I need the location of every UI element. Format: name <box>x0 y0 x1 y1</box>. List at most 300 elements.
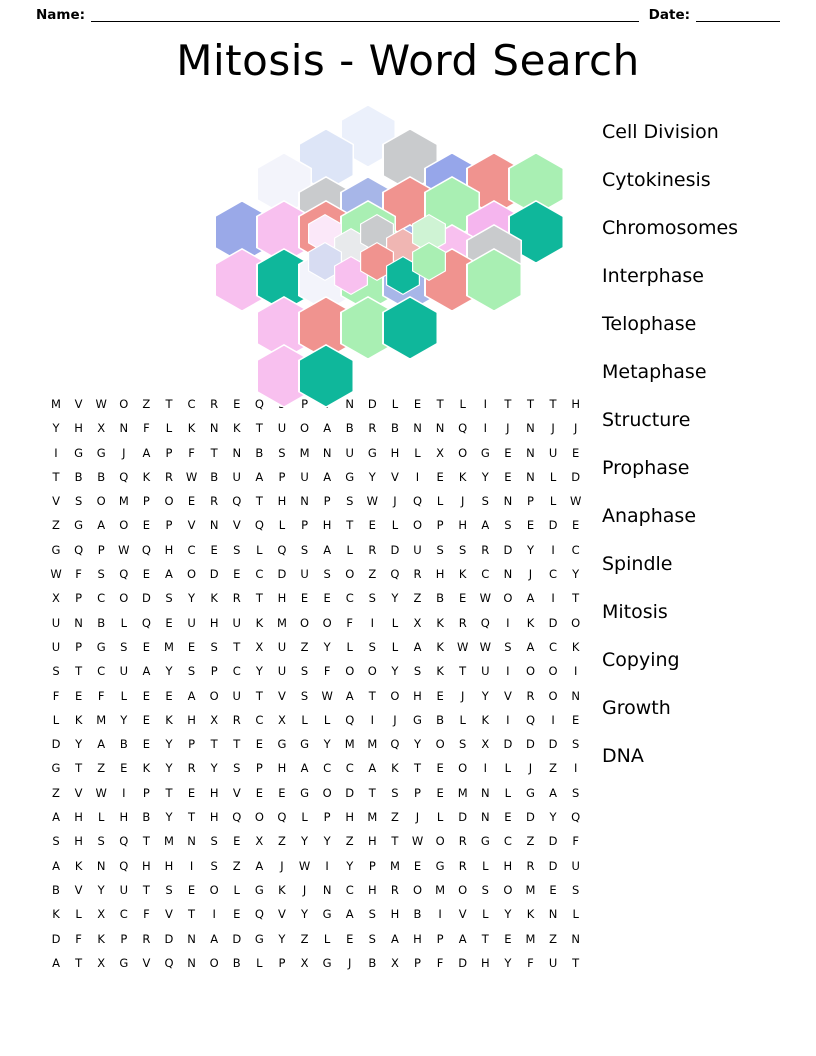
grid-letter: C <box>255 712 264 727</box>
grid-letter: J <box>393 712 397 727</box>
word-list-item: Spindle <box>602 553 673 575</box>
grid-letter: K <box>232 421 241 436</box>
grid-letter: S <box>368 931 376 946</box>
grid-letter: N <box>232 445 242 460</box>
grid-letter: H <box>367 882 377 897</box>
grid-letter: O <box>322 615 332 630</box>
grid-letter: V <box>187 518 196 533</box>
grid-letter: T <box>572 955 580 970</box>
grid-letter: K <box>165 712 173 727</box>
grid-letter: Y <box>165 737 173 752</box>
grid-letter: B <box>232 955 241 970</box>
grid-letter: U <box>232 615 241 630</box>
grid-letter: F <box>323 664 331 679</box>
grid-letter: E <box>255 785 263 800</box>
grid-letter: X <box>255 639 264 654</box>
grid-letter: V <box>74 397 83 411</box>
grid-letter: E <box>142 639 151 654</box>
grid-letter: V <box>142 955 151 970</box>
grid-row <box>48 829 584 853</box>
grid-letter: R <box>210 494 219 509</box>
grid-letter: I <box>573 761 578 776</box>
grid-letter: B <box>97 615 106 630</box>
grid-letter: Q <box>254 907 264 922</box>
hexagon-fill <box>300 346 353 407</box>
grid-letter: A <box>52 955 60 970</box>
grid-letter: E <box>572 445 580 460</box>
grid-letter: K <box>74 712 83 727</box>
grid-letter: A <box>210 931 219 946</box>
grid-letter: A <box>323 542 332 557</box>
grid-letter: G <box>277 737 287 752</box>
grid-letter: C <box>503 834 512 849</box>
grid-letter: A <box>97 518 106 533</box>
grid-letter: L <box>120 688 127 703</box>
grid-letter: P <box>75 591 83 606</box>
grid-letter: O <box>548 688 558 703</box>
grid-letter: I <box>506 615 510 630</box>
grid-letter: R <box>232 712 241 727</box>
grid-letter: T <box>188 810 196 825</box>
grid-letter: J <box>348 955 352 970</box>
grid-letter: P <box>414 785 421 800</box>
grid-letter: Y <box>52 421 60 436</box>
grid-letter: S <box>459 542 467 557</box>
grid-letter: S <box>300 542 309 557</box>
grid-letter: O <box>164 494 174 509</box>
grid-letter: H <box>74 834 83 849</box>
grid-letter: I <box>370 712 375 727</box>
grid-letter: A <box>52 810 60 825</box>
grid-letter: C <box>345 882 354 897</box>
grid-letter: E <box>165 688 173 703</box>
grid-letter: O <box>300 615 310 630</box>
grid-letter: Y <box>255 664 263 679</box>
grid-letter: G <box>254 931 264 946</box>
grid-letter: R <box>413 567 422 582</box>
grid-letter: B <box>255 445 264 460</box>
grid-letter: E <box>572 518 580 533</box>
grid-letter: H <box>74 421 83 436</box>
grid-letter: T <box>346 518 354 533</box>
grid-letter: L <box>572 907 579 922</box>
grid-letter: R <box>526 688 535 703</box>
grid-letter: T <box>75 761 83 776</box>
grid-letter: A <box>300 761 309 776</box>
grid-letter: C <box>571 542 580 557</box>
grid-letter: Q <box>390 737 400 752</box>
grid-row <box>48 586 584 610</box>
grid-letter: J <box>528 761 533 776</box>
grid-letter: F <box>75 567 82 582</box>
grid-letter: U <box>119 882 128 897</box>
grid-letter: N <box>503 494 513 509</box>
grid-letter: H <box>435 567 445 582</box>
worksheet-header <box>0 0 816 30</box>
grid-letter: E <box>504 469 512 484</box>
grid-letter: P <box>165 518 173 533</box>
grid-letter: P <box>142 494 150 509</box>
grid-letter: F <box>572 834 579 849</box>
grid-letter: T <box>549 397 557 411</box>
grid-letter: K <box>97 931 105 946</box>
grid-letter: X <box>277 712 286 727</box>
grid-letter: S <box>504 518 512 533</box>
grid-letter: W <box>185 469 198 484</box>
grid-letter: B <box>210 469 219 484</box>
grid-letter: Q <box>277 810 287 825</box>
grid-letter: A <box>549 785 557 800</box>
grid-letter: Y <box>301 834 309 849</box>
grid-letter: Q <box>74 542 84 557</box>
grid-row <box>48 781 584 805</box>
grid-letter: W <box>569 494 582 509</box>
grid-letter: G <box>74 518 84 533</box>
grid-letter: D <box>141 591 151 606</box>
grid-letter: H <box>367 834 377 849</box>
grid-letter: E <box>142 688 151 703</box>
grid-letter: E <box>233 567 241 582</box>
grid-letter: O <box>300 421 310 436</box>
grid-letter: O <box>412 882 423 897</box>
grid-letter: I <box>506 712 510 727</box>
grid-letter: K <box>142 761 151 776</box>
grid-letter: I <box>415 469 420 484</box>
grid-letter: A <box>142 445 151 460</box>
grid-letter: E <box>142 518 151 533</box>
grid-letter: L <box>301 712 308 727</box>
grid-letter: P <box>210 664 218 679</box>
grid-letter: L <box>459 712 466 727</box>
grid-letter: P <box>436 518 444 533</box>
grid-letter: U <box>277 421 287 436</box>
grid-letter: Y <box>526 542 534 557</box>
grid-letter: F <box>188 445 195 460</box>
grid-letter: R <box>164 469 173 484</box>
grid-letter: H <box>164 858 174 873</box>
grid-row <box>48 465 584 489</box>
grid-letter: N <box>300 494 309 509</box>
grid-letter: D <box>51 931 61 946</box>
grid-letter: K <box>458 567 467 582</box>
grid-letter: K <box>187 421 196 436</box>
grid-letter: Q <box>119 858 129 873</box>
grid-letter: E <box>436 688 444 703</box>
grid-letter: P <box>278 469 286 484</box>
grid-letter: F <box>52 688 60 703</box>
grid-letter: H <box>119 810 129 825</box>
grid-letter: D <box>164 931 174 946</box>
grid-letter: U <box>300 567 309 582</box>
grid-letter: U <box>277 664 287 679</box>
grid-letter: G <box>345 469 355 484</box>
grid-letter: R <box>526 858 535 873</box>
grid-letter: R <box>458 858 467 873</box>
grid-letter: Y <box>549 810 557 825</box>
grid-letter: T <box>572 591 580 606</box>
grid-letter: H <box>277 494 287 509</box>
grid-letter: V <box>390 469 399 484</box>
grid-letter: E <box>142 737 151 752</box>
grid-letter: E <box>142 712 151 727</box>
grid-letter: I <box>483 421 487 436</box>
grid-letter: X <box>390 955 399 970</box>
grid-row <box>48 708 584 732</box>
grid-letter: H <box>209 810 219 825</box>
grid-letter: Y <box>97 882 105 897</box>
grid-letter: K <box>52 907 60 922</box>
grid-letter: A <box>255 858 264 873</box>
grid-row <box>48 562 584 586</box>
grid-letter: T <box>413 761 422 776</box>
grid-letter: L <box>504 785 512 800</box>
grid-letter: P <box>165 445 173 460</box>
grid-letter: P <box>414 955 421 970</box>
grid-letter: S <box>210 639 218 654</box>
grid-letter: O <box>435 834 445 849</box>
grid-letter: H <box>345 810 355 825</box>
grid-letter: J <box>460 494 465 509</box>
grid-letter: Y <box>391 591 399 606</box>
grid-letter: X <box>97 421 106 436</box>
grid-row <box>48 659 584 683</box>
grid-letter: U <box>345 445 354 460</box>
grid-letter: D <box>548 518 558 533</box>
grid-letter: L <box>233 882 240 897</box>
grid-letter: K <box>526 907 535 922</box>
grid-letter: H <box>187 712 196 727</box>
grid-letter: R <box>368 421 377 436</box>
grid-letter: H <box>209 785 219 800</box>
grid-letter: P <box>323 810 331 825</box>
grid-letter: N <box>345 397 355 411</box>
word-list-item: Cell Division <box>602 121 719 143</box>
grid-letter: T <box>210 737 218 752</box>
grid-letter: T <box>233 639 241 654</box>
grid-letter: T <box>481 931 489 946</box>
grid-letter: M <box>389 858 400 873</box>
grid-row <box>48 756 584 780</box>
grid-letter: H <box>142 858 151 873</box>
grid-letter: U <box>481 664 490 679</box>
grid-letter: P <box>301 397 308 411</box>
grid-letter: A <box>323 469 332 484</box>
grid-letter: S <box>120 639 128 654</box>
date-label: Date: <box>648 7 690 23</box>
word-list-item: Telophase <box>602 313 697 335</box>
grid-letter: N <box>435 421 445 436</box>
grid-letter: G <box>322 907 332 922</box>
grid-letter: E <box>323 591 331 606</box>
grid-letter: T <box>142 834 150 849</box>
grid-letter: Y <box>188 591 196 606</box>
grid-letter: L <box>459 397 466 411</box>
grid-letter: J <box>528 567 533 582</box>
grid-letter: A <box>165 567 173 582</box>
grid-letter: O <box>503 882 513 897</box>
grid-letter: X <box>300 955 309 970</box>
grid-letter: H <box>322 518 332 533</box>
grid-letter: D <box>571 469 581 484</box>
grid-row <box>48 951 584 975</box>
grid-letter: C <box>481 567 490 582</box>
grid-letter: S <box>278 445 286 460</box>
grid-letter: L <box>391 518 399 533</box>
grid-letter: N <box>480 785 490 800</box>
grid-letter: U <box>232 469 241 484</box>
grid-letter: N <box>209 518 219 533</box>
grid-letter: N <box>322 882 332 897</box>
grid-letter: E <box>187 882 196 897</box>
grid-letter: S <box>413 664 422 679</box>
grid-letter: H <box>390 907 400 922</box>
grid-letter: M <box>525 882 536 897</box>
grid-letter: U <box>232 688 241 703</box>
grid-letter: S <box>572 785 580 800</box>
grid-letter: R <box>481 542 490 557</box>
grid-letter: Z <box>52 785 60 800</box>
grid-row <box>48 416 584 440</box>
grid-letter: H <box>413 931 422 946</box>
grid-letter: Z <box>300 639 309 654</box>
grid-letter: U <box>187 615 196 630</box>
grid-letter: J <box>573 421 578 436</box>
grid-letter: Y <box>504 955 512 970</box>
grid-letter: N <box>480 810 490 825</box>
grid-letter: Y <box>481 688 489 703</box>
grid-letter: X <box>97 907 106 922</box>
grid-row <box>48 927 584 951</box>
grid-letter: D <box>51 737 61 752</box>
grid-letter: Y <box>165 761 173 776</box>
word-list <box>602 108 802 780</box>
grid-letter: I <box>212 907 216 922</box>
grid-letter: A <box>142 664 151 679</box>
grid-letter: U <box>571 858 580 873</box>
grid-letter: A <box>526 591 535 606</box>
grid-letter: V <box>165 907 173 922</box>
word-list-item: DNA <box>602 745 644 767</box>
grid-letter: Y <box>323 639 331 654</box>
grid-letter: M <box>276 615 287 630</box>
grid-letter: T <box>165 785 173 800</box>
grid-letter: E <box>233 397 241 411</box>
word-list-item: Anaphase <box>602 505 697 527</box>
grid-letter: A <box>255 469 264 484</box>
grid-letter: I <box>573 664 578 679</box>
grid-letter: Q <box>164 955 174 970</box>
grid-letter: V <box>458 907 467 922</box>
grid-letter: L <box>549 494 557 509</box>
grid-letter: I <box>506 664 510 679</box>
grid-letter: Z <box>52 518 60 533</box>
grid-letter: H <box>503 858 513 873</box>
grid-letter: N <box>96 858 106 873</box>
grid-letter: Q <box>141 615 151 630</box>
grid-letter: V <box>52 494 60 509</box>
grid-letter: Y <box>120 712 128 727</box>
grid-letter: Y <box>572 567 580 582</box>
grid-letter: A <box>97 737 106 752</box>
grid-letter: H <box>164 542 174 557</box>
word-list-item: Copying <box>602 649 680 671</box>
grid-letter: O <box>187 567 197 582</box>
grid-letter: P <box>436 931 444 946</box>
grid-letter: E <box>165 615 173 630</box>
grid-letter: B <box>52 882 60 897</box>
grid-letter: S <box>74 494 83 509</box>
grid-letter: E <box>187 494 196 509</box>
word-search-grid <box>48 392 584 975</box>
grid-letter: T <box>165 397 173 411</box>
grid-letter: U <box>51 615 61 630</box>
grid-letter: K <box>526 615 535 630</box>
grid-letter: E <box>504 445 512 460</box>
grid-letter: O <box>367 664 377 679</box>
grid-letter: O <box>209 882 219 897</box>
grid-letter: R <box>368 542 377 557</box>
grid-letter: E <box>187 785 196 800</box>
word-list-item: Mitosis <box>602 601 668 623</box>
grid-letter: Y <box>75 737 83 752</box>
grid-letter: E <box>504 810 512 825</box>
grid-letter: V <box>232 518 241 533</box>
grid-letter: G <box>300 785 309 800</box>
grid-letter: O <box>119 518 129 533</box>
grid-letter: S <box>210 858 218 873</box>
hexagon-cluster-illustration <box>118 104 538 394</box>
grid-letter: W <box>95 785 107 800</box>
grid-letter: C <box>323 761 332 776</box>
grid-letter: Q <box>525 712 535 727</box>
grid-letter: Q <box>232 494 242 509</box>
grid-letter: O <box>458 761 468 776</box>
grid-letter: U <box>300 469 309 484</box>
grid-letter: N <box>119 421 129 436</box>
grid-letter: W <box>479 591 491 606</box>
grid-letter: D <box>345 785 355 800</box>
grid-letter: K <box>458 469 467 484</box>
grid-letter: L <box>414 445 421 460</box>
grid-letter: D <box>390 542 400 557</box>
grid-letter: S <box>481 882 489 897</box>
grid-letter: H <box>74 810 83 825</box>
grid-letter: A <box>458 931 467 946</box>
grid-letter: B <box>413 907 422 922</box>
word-list-item: Metaphase <box>602 361 707 383</box>
grid-letter: N <box>571 688 580 703</box>
grid-letter: M <box>344 737 355 752</box>
grid-letter: T <box>52 469 60 484</box>
grid-letter: T <box>255 688 263 703</box>
grid-letter: A <box>323 421 332 436</box>
grid-letter: L <box>301 810 308 825</box>
grid-row <box>48 732 584 756</box>
grid-letter: S <box>323 567 331 582</box>
grid-letter: Z <box>549 931 557 946</box>
grid-letter: I <box>370 615 375 630</box>
grid-letter: X <box>413 615 422 630</box>
grid-letter: G <box>480 445 490 460</box>
grid-letter: O <box>571 615 581 630</box>
grid-letter: U <box>51 639 61 654</box>
grid-letter: H <box>390 445 400 460</box>
grid-letter: P <box>301 518 308 533</box>
grid-letter: M <box>457 785 468 800</box>
grid-letter: J <box>122 445 126 460</box>
grid-letter: M <box>118 494 129 509</box>
grid-letter: O <box>96 494 106 509</box>
